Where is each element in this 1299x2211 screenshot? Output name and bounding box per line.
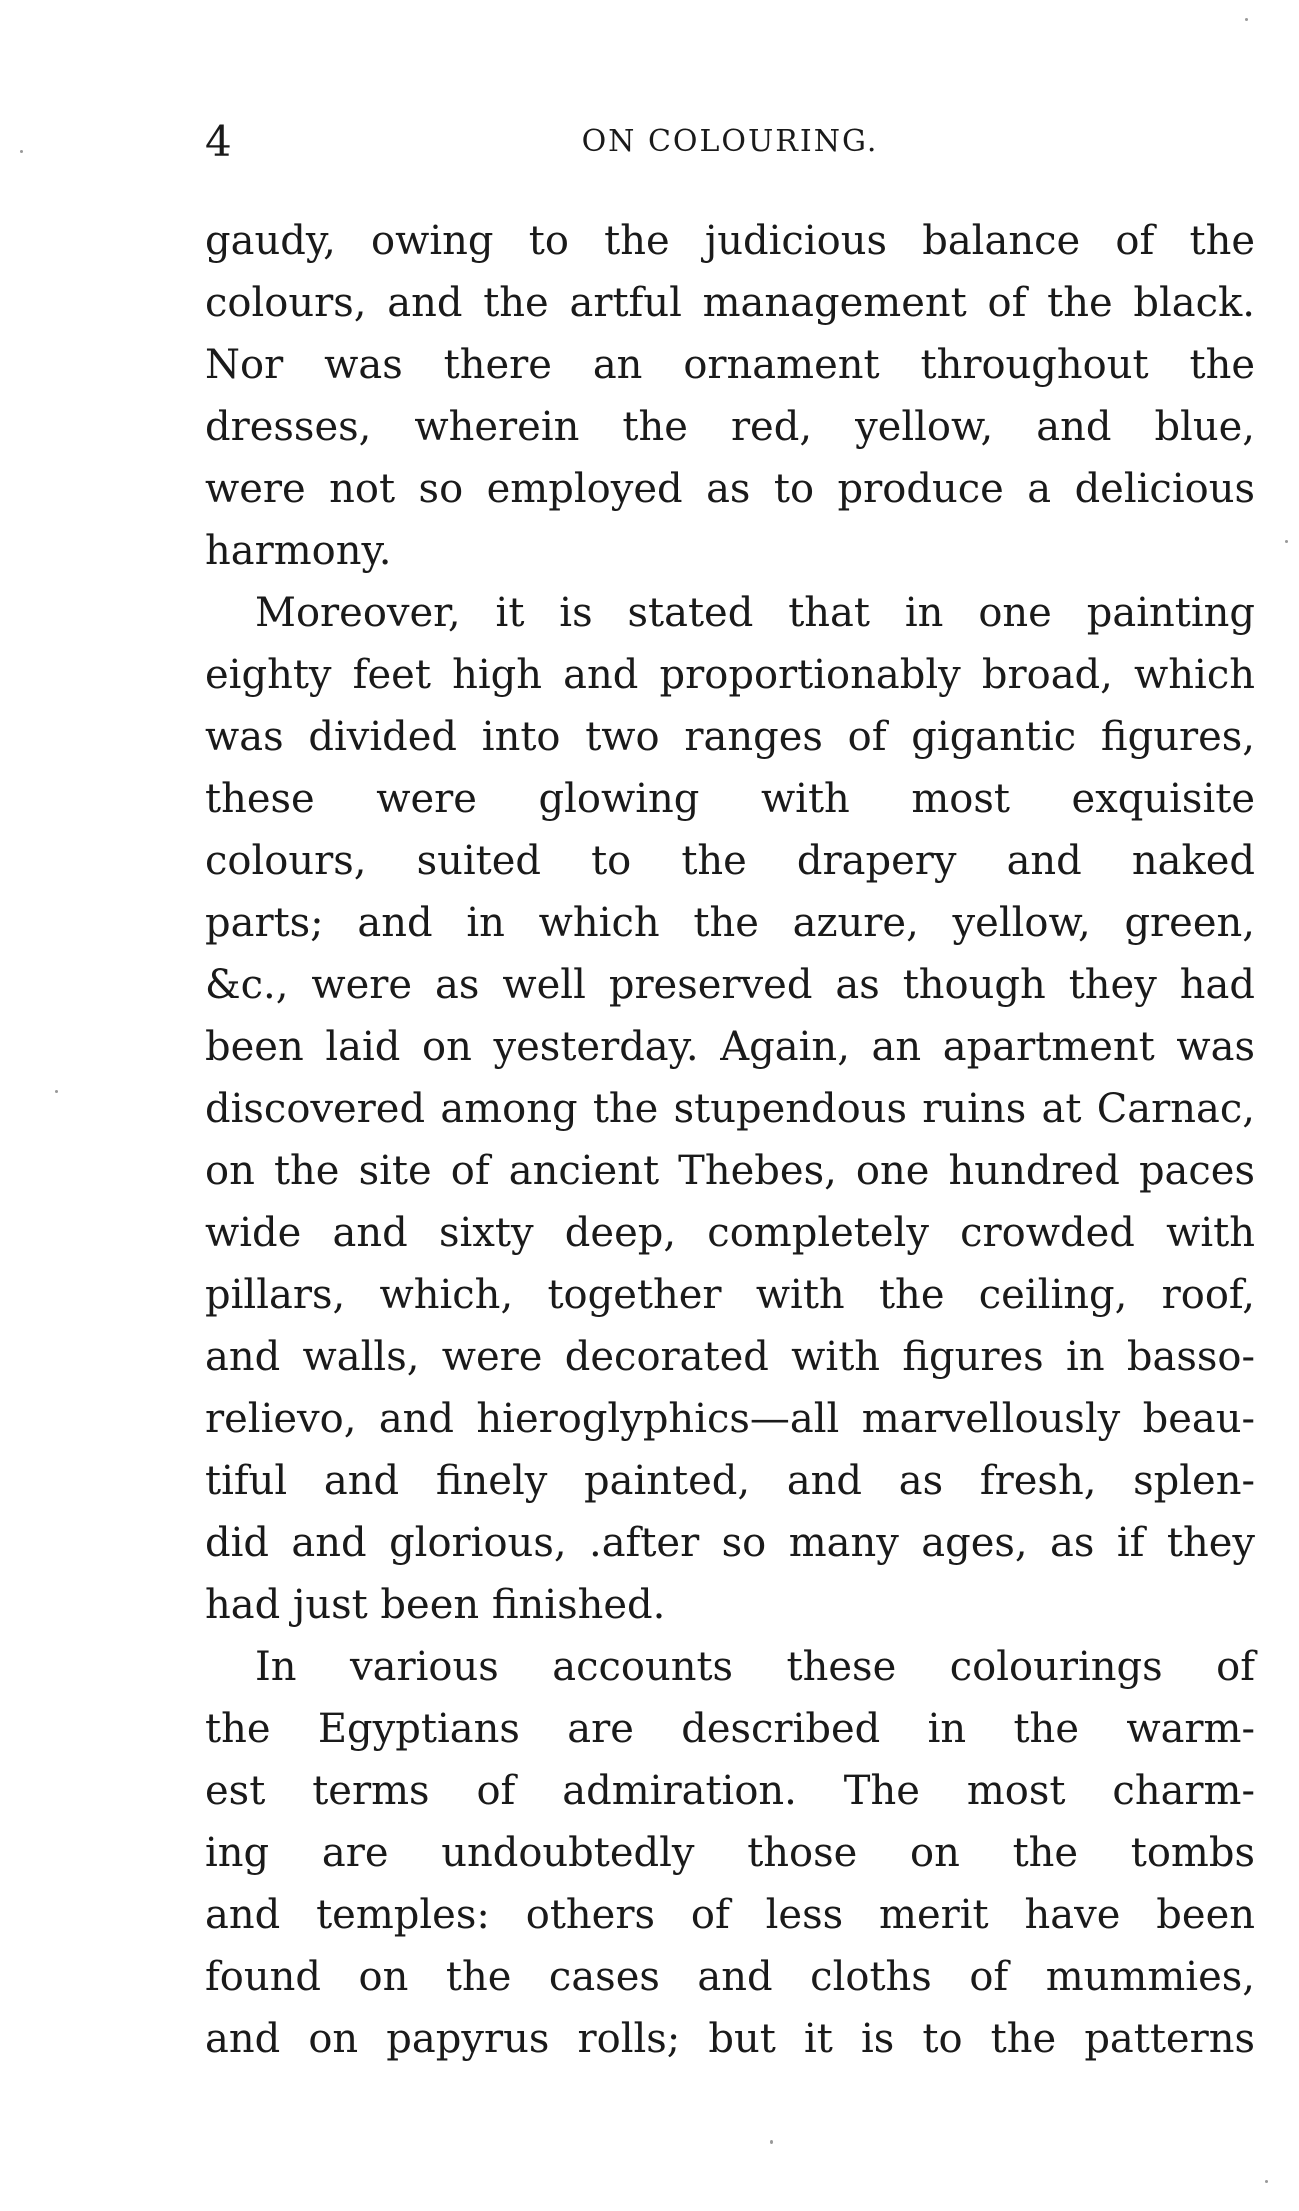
text-line: colours, suited to the drapery and naked (205, 838, 1255, 884)
text-line: and on papyrus rolls; but it is to the patterns (205, 2016, 1255, 2062)
text-line: pillars, which, together with the ceiling, roof, (205, 1272, 1255, 1318)
text-line: and temples: others of less merit have been (205, 1892, 1255, 1938)
text-line: and walls, were decorated with figures in basso- (205, 1334, 1255, 1380)
text-line: Nor was there an ornament throughout the (205, 342, 1255, 388)
page-number: 4 (205, 117, 232, 166)
text-line: dresses, wherein the red, yellow, and blue, (205, 404, 1255, 450)
paper-speck (55, 1090, 58, 1093)
running-title: ON COLOURING. (581, 124, 879, 159)
text-line: did and glorious, .after so many ages, as if they (205, 1520, 1255, 1566)
text-line: est terms of admiration. The most charm- (205, 1768, 1255, 1814)
page-header (205, 112, 1255, 172)
text-line: wide and sixty deep, completely crowded with (205, 1210, 1255, 1256)
text-line: In various accounts these colourings of (255, 1644, 1255, 1690)
paper-speck (770, 2140, 773, 2144)
text-line: was divided into two ranges of gigantic figures, (205, 714, 1255, 760)
paper-speck (1245, 18, 1248, 21)
paper-speck (1265, 2180, 1268, 2183)
text-line: ing are undoubtedly those on the tombs (205, 1830, 1255, 1876)
text-line: harmony. (205, 528, 392, 574)
text-line: relievo, and hieroglyphics—all marvellously beau- (205, 1396, 1255, 1442)
text-line: colours, and the artful management of the black. (205, 280, 1255, 326)
text-line: discovered among the stupendous ruins at Carnac, (205, 1086, 1255, 1132)
paragraph-1 (205, 210, 1255, 582)
text-line: were not so employed as to produce a delicious (205, 466, 1255, 512)
text-line: had just been finished. (205, 1582, 666, 1628)
paper-speck (1285, 540, 1288, 543)
text-line: &c., were as well preserved as though they had (205, 962, 1255, 1008)
text-line: tiful and finely painted, and as fresh, splen- (205, 1458, 1255, 1504)
text-line: Moreover, it is stated that in one painting (255, 590, 1255, 636)
text-line: on the site of ancient Thebes, one hundred paces (205, 1148, 1255, 1194)
body-text (205, 210, 1255, 2070)
text-line: found on the cases and cloths of mummies, (205, 1954, 1255, 2000)
paragraph-2 (205, 582, 1255, 1636)
text-line: eighty feet high and proportionably broad, which (205, 652, 1255, 698)
text-line: these were glowing with most exquisite (205, 776, 1255, 822)
text-line: parts; and in which the azure, yellow, green, (205, 900, 1255, 946)
text-line: the Egyptians are described in the warm- (205, 1706, 1255, 1752)
paragraph-3 (205, 1636, 1255, 2070)
text-line: been laid on yesterday. Again, an apartment was (205, 1024, 1255, 1070)
paper-speck (20, 150, 23, 153)
text-line: gaudy, owing to the judicious balance of the (205, 218, 1255, 264)
